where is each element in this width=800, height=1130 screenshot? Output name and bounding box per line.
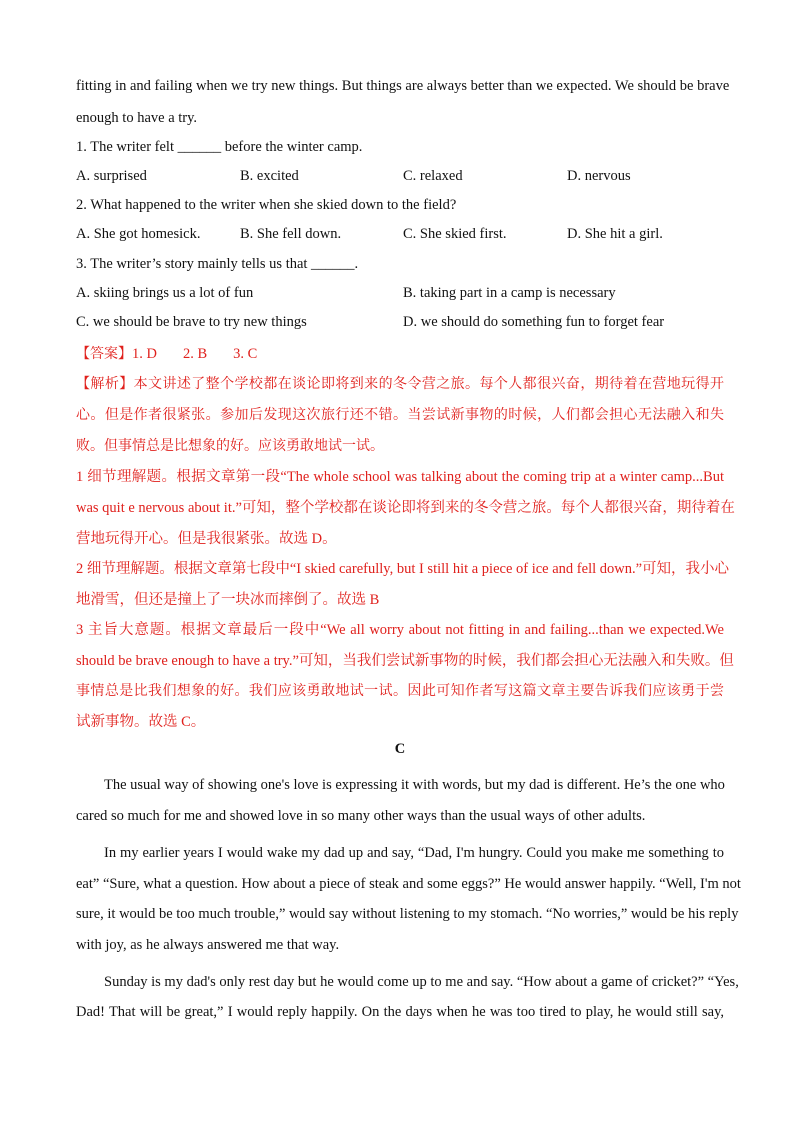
question-option: B. She fell down. xyxy=(240,226,342,242)
question-option: C. we should be brave to try new things xyxy=(76,314,307,330)
paragraph-line: sure, it would be too much trouble,” would say without listening to my stomach. “No worries,” would be his reply xyxy=(76,906,739,922)
analysis-line: should be brave enough to have a try.”可知，当我们尝试新事物的时候，我们都会担心无法融入和失败。但 xyxy=(76,653,734,669)
analysis-line: 地滑雪，但还是撞上了一块冰而摔倒了。故选 B xyxy=(76,592,380,608)
passage-text-line: fitting in and failing when we try new things. But things are always better than we expected. We should be brave xyxy=(76,78,730,94)
answer-tag: 【答案】 xyxy=(76,346,132,362)
answer-item: 3. C xyxy=(233,346,258,362)
paragraph-line: Sunday is my dad's only rest day but he would come up to me and say. “How about a game of cricket?” “Yes, xyxy=(104,974,739,990)
question-stem: 3. The writer’s story mainly tells us that ______. xyxy=(76,256,359,272)
analysis-line: 【解析】本文讲述了整个学校都在谈论即将到来的冬令营之旅。每个人都很兴奋，期待着在营地玩得开 xyxy=(76,376,724,392)
analysis-line: 试新事物。故选 C。 xyxy=(76,714,206,730)
analysis-line: 3 主旨大意题。根据文章最后一段中“We all worry about not fitting in and failing...than we expected.We xyxy=(76,622,724,638)
question-option: D. nervous xyxy=(567,168,631,184)
paragraph-line: The usual way of showing one's love is expressing it with words, but my dad is different. He’s the one who xyxy=(104,777,725,793)
paragraph-line: cared so much for me and showed love in so many other ways than the usual ways of other adults. xyxy=(76,808,646,824)
question-option: A. She got homesick. xyxy=(76,226,201,242)
analysis-line: 事情总是比我们想象的好。我们应该勇敢地试一试。因此可知作者写这篇文章主要告诉我们应该勇于尝 xyxy=(76,683,724,699)
question-option: B. excited xyxy=(240,168,299,184)
question-option: D. we should do something fun to forget fear xyxy=(403,314,665,330)
question-option: A. surprised xyxy=(76,168,147,184)
paragraph-line: In my earlier years I would wake my dad up and say, “Dad, I'm hungry. Could you make me something to xyxy=(104,845,724,861)
paragraph-line: with joy, as he always answered me that way. xyxy=(76,937,340,953)
paragraph-line: eat” “Sure, what a question. How about a piece of steak and some eggs?” He would answer happily. “Well, I'm not xyxy=(76,876,741,892)
answer-key xyxy=(76,343,257,363)
question-option: A. skiing brings us a lot of fun xyxy=(76,285,254,301)
question-stem: 2. What happened to the writer when she skied down to the field? xyxy=(76,197,457,213)
analysis-line: 2 细节理解题。根据文章第七段中“I skied carefully, but I still hit a piece of ice and fell down.”可知，我小心 xyxy=(76,561,730,577)
analysis-line: 心。但是作者很紧张。参加后发现这次旅行还不错。当尝试新事物的时候，人们都会担心无法融入和失 xyxy=(76,407,724,423)
answer-item: 2. B xyxy=(182,346,208,362)
question-option: B. taking part in a camp is necessary xyxy=(403,285,616,301)
passage-text-line: enough to have a try. xyxy=(76,110,198,126)
analysis-line: 营地玩得开心。但是我很紧张。故选 D。 xyxy=(76,531,337,547)
analysis-line: 1 细节理解题。根据文章第一段“The whole school was talking about the coming trip at a winter camp...But xyxy=(76,469,724,485)
question-stem: 1. The writer felt ______ before the winter camp. xyxy=(76,139,363,155)
paragraph-line: Dad! That will be great,” I would reply happily. On the days when he was too tired to play, he would still say, xyxy=(76,1004,724,1020)
analysis-line: 败。但事情总是比想象的好。应该勇敢地试一试。 xyxy=(76,438,384,454)
question-option: C. relaxed xyxy=(403,168,463,184)
question-option: C. She skied first. xyxy=(403,226,507,242)
question-option: D. She hit a girl. xyxy=(567,226,663,242)
analysis-line: was quit e nervous about it.”可知，整个学校都在谈论即将到来的冬令营之旅。每个人都很兴奋，期待着在 xyxy=(76,500,735,516)
answer-item: 1. D xyxy=(132,346,157,362)
section-heading: C xyxy=(394,741,406,757)
